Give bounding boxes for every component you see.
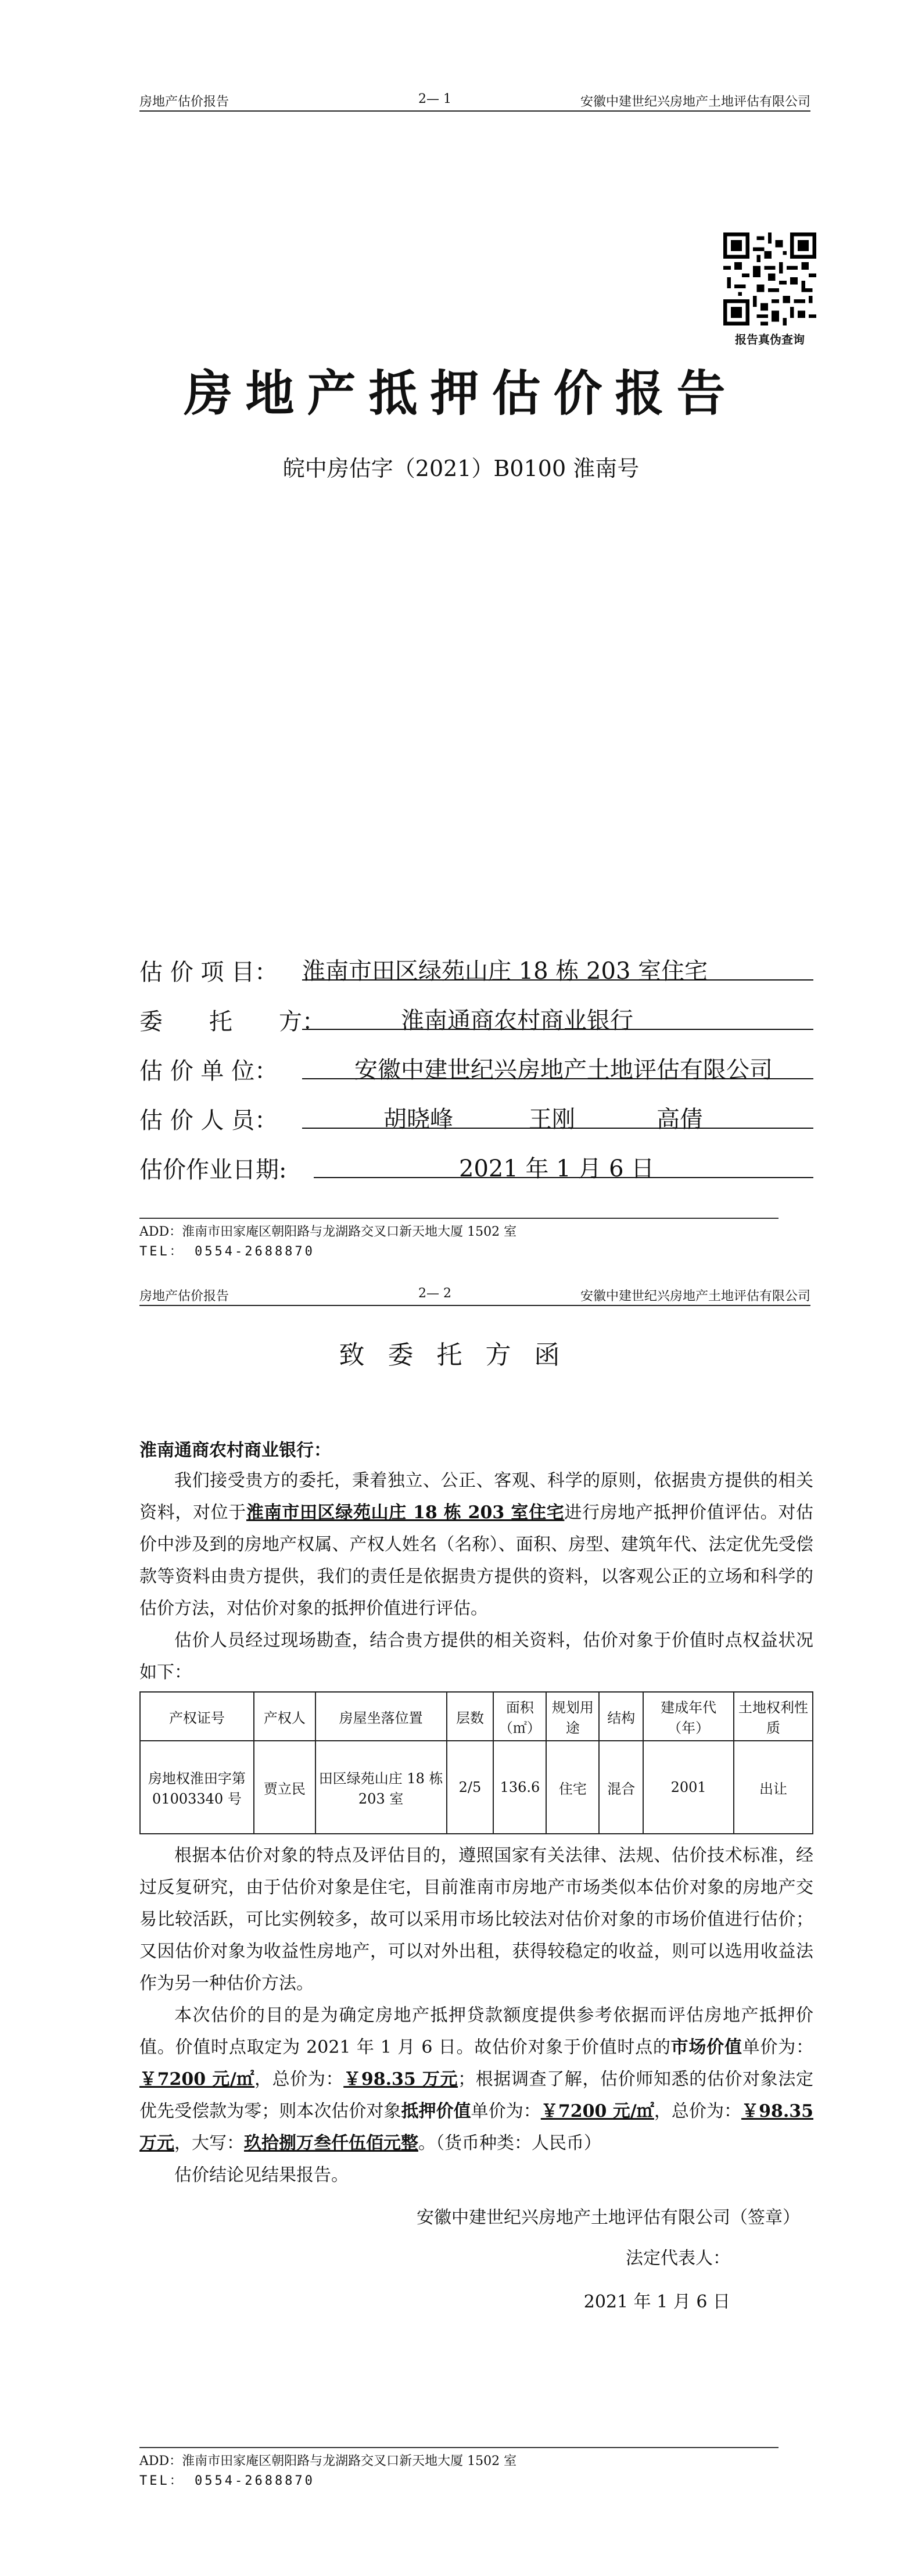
- amount-in-words: 玖拾捌万叁仟伍佰元整: [244, 2133, 418, 2153]
- field-value: 2021 年 1 月 6 日: [314, 1148, 813, 1178]
- mortgage-unit-price: ￥7200 元/㎡: [540, 2101, 654, 2121]
- field-value: 安徽中建世纪兴房地产土地评估有限公司: [302, 1049, 813, 1079]
- header-left: 房地产估价报告: [139, 1289, 229, 1304]
- qr-code-icon: [723, 232, 816, 325]
- appraiser-name: 高倩: [656, 1106, 703, 1133]
- signature-representative: 法定代表人：: [626, 2248, 730, 2269]
- paragraph-4: 本次估价的目的是为确定房地产抵押贷款额度提供参考依据而评估房地产抵押价值。价值时点取定为 2021 年 1 月 6 日。故估价对象于价值时点的市场价值单价为：￥7200 元/㎡，总价为：￥98.35 万元；根据调查了解，估价师知悉的估价对象法定优先受偿款为零；则本次估价对象抵押价值单价为：￥7200 元/㎡，总价为：￥98.35 万元，大写：玖拾捌万叁仟伍佰元整。（货币种类：人民币）: [139, 2005, 814, 2153]
- appraiser-name: 王刚: [529, 1106, 575, 1133]
- field-label: 估 价 单 位：: [139, 1058, 278, 1085]
- field-label: 估 价 项 目：: [139, 959, 278, 986]
- field-value: [302, 1099, 813, 1133]
- signature-date: 2021 年 1 月 6 日: [583, 2292, 730, 2312]
- property-table: [139, 1691, 813, 1834]
- page-header: [139, 87, 810, 112]
- market-unit-price: ￥7200 元/㎡: [139, 2069, 255, 2090]
- mortgage-value-label: 抵押价值: [401, 2101, 471, 2121]
- field-value: 淮南市田区绿苑山庄 18 栋 203 室住宅: [302, 950, 813, 981]
- field-project: [139, 950, 813, 985]
- table-row: 房地权淮田字第 01003340 号 贾立民 田区绿苑山庄 18 栋 203 室 2/5 136.6 住宅 混合 2001 出让: [140, 1741, 813, 1834]
- table-header-row: 产权证号 产权人 房屋坐落位置 层数 面积（㎡） 规划用途 结构 建成年代（年） 土地权利性质: [140, 1692, 813, 1741]
- field-label: 委 托 方：: [139, 1008, 325, 1035]
- page-footer: [139, 1218, 779, 1262]
- header-right: 安徽中建世纪兴房地产土地评估有限公司: [580, 95, 810, 109]
- field-work-date: [139, 1148, 813, 1183]
- field-label: 估价作业日期:: [139, 1157, 287, 1183]
- paragraph-1: 我们接受贵方的委托，秉着独立、公正、客观、科学的原则，依据贵方提供的相关资料，对位于淮南市田区绿苑山庄 18 栋 203 室住宅进行房地产抵押价值评估。对估价中涉及到的房地产权属、产权人姓名（名称）、面积、房型、建筑年代、法定优先受偿款等资料由贵方提供，我们的责任是依据贵方提供的资料，以客观公正的立场和科学的估价方法，对估价对象的抵押价值进行评估。: [139, 1471, 814, 1619]
- market-total-price: ￥98.35 万元: [343, 2069, 458, 2090]
- footer-address: ADD：淮南市田家庵区朝阳路与龙湖路交叉口新天地大厦 1502 室: [139, 1225, 517, 1239]
- field-appraiser-org: [139, 1049, 813, 1084]
- header-right: 安徽中建世纪兴房地产土地评估有限公司: [580, 1289, 810, 1304]
- field-appraisers: [139, 1099, 813, 1133]
- field-label: 估 价 人 员：: [139, 1107, 278, 1134]
- header-page-number: 2— 2: [418, 1286, 451, 1301]
- letter-addressee: 淮南通商农村商业银行：: [139, 1440, 331, 1461]
- page-footer: [139, 2447, 779, 2491]
- letter-title: 致委托方函: [339, 1340, 583, 1370]
- document-number: 皖中房估字（2021）B0100 淮南号: [282, 456, 640, 481]
- report-title: 房地产抵押估价报告: [184, 364, 738, 422]
- field-value: 淮南通商农村商业银行: [302, 1000, 813, 1030]
- letter-page: [0, 1282, 922, 2576]
- qr-caption: 报告真伪查询: [735, 332, 805, 346]
- mortgage-total-price: ￥98.35 万元: [139, 2101, 814, 2153]
- footer-phone: TEL： 0554-2688870: [139, 2474, 315, 2488]
- signature-company: 安徽中建世纪兴房地产土地评估有限公司（签章）: [417, 2208, 800, 2228]
- footer-phone: TEL： 0554-2688870: [139, 1244, 315, 1259]
- paragraph-3: 根据本估价对象的特点及评估目的，遵照国家有关法律、法规、估价技术标准，经过反复研究，由于估价对象是住宅，目前淮南市房地产市场类似本估价对象的房地产交易比较活跃，可比实例较多，故可以采用市场比较法对估价对象的市场价值进行估价；又因估价对象为收益性房地产，可以对外出租，获得较稳定的收益，则可以选用收益法作为另一种估价方法。: [139, 1845, 813, 1994]
- field-client: [139, 1000, 813, 1035]
- footer-address: ADD：淮南市田家庵区朝阳路与龙湖路交叉口新天地大厦 1502 室: [139, 2454, 517, 2468]
- paragraph-5: 估价结论见结果报告。: [174, 2165, 349, 2185]
- header-left: 房地产估价报告: [139, 95, 229, 109]
- property-address: 淮南市田区绿苑山庄 18 栋 203 室住宅: [246, 1502, 565, 1523]
- paragraph-2: 估价人员经过现场勘查，结合贵方提供的相关资料，估价对象于价值时点权益状况如下：: [139, 1630, 813, 1683]
- page-header: [139, 1282, 810, 1306]
- cover-page: [0, 0, 922, 1282]
- market-value-label: 市场价值: [670, 2037, 742, 2058]
- header-page-number: 2— 1: [418, 92, 451, 106]
- appraiser-name: 胡晓峰: [383, 1106, 453, 1133]
